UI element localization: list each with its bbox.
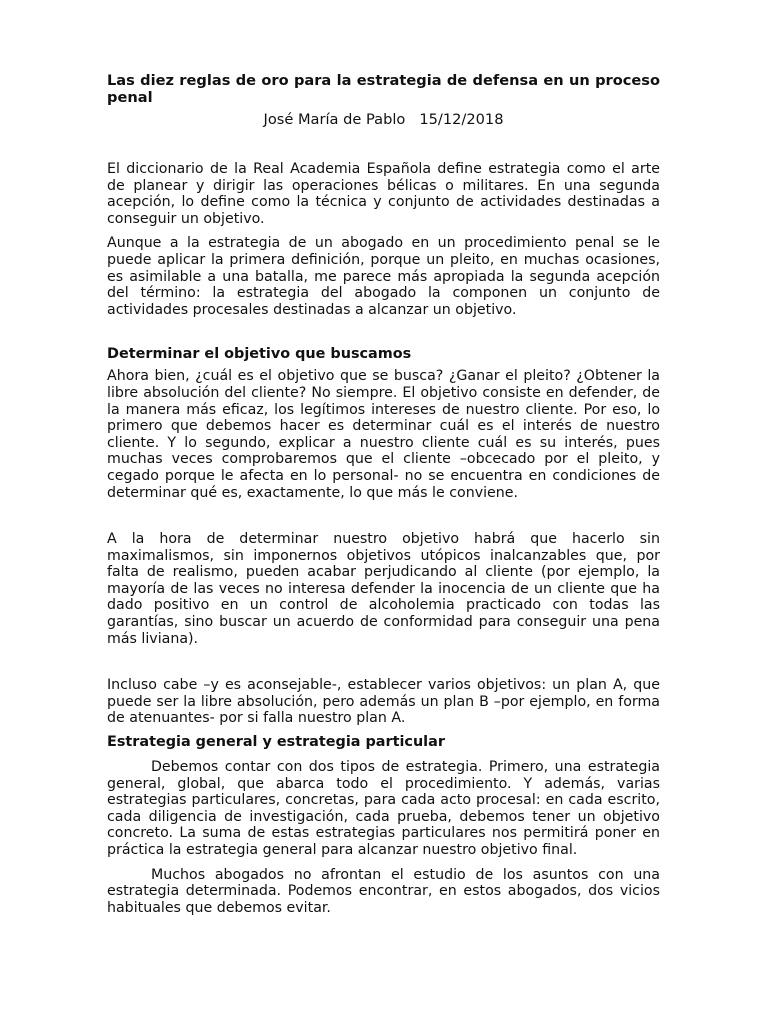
paragraph: A la hora de determinar nuestro objetivo habrá que hacerlo sin maximalismos, sin imponernos objetivos utópicos inalcanzables que, por falta de realismo, pueden acabar perjudicando al cliente (por ejemplo, la mayoría de las veces no interesa defender la inocencia de un cliente que ha dado positivo en un control de alcoholemia practicado con todas las garantías, sino buscar un acuerdo de conformidad para conseguir una pena más liviana). bbox=[107, 531, 660, 647]
section-heading: Determinar el objetivo que buscamos bbox=[107, 346, 412, 363]
document-title: Las diez reglas de oro para la estrategia de defensa en un proceso penal bbox=[107, 72, 660, 106]
author-name: José María de Pablo bbox=[263, 111, 406, 128]
document-page bbox=[107, 72, 660, 916]
paragraph: Debemos contar con dos tipos de estrategia. Primero, una estrategia general, global, que abarca todo el procedimiento. Y además, varias estrategias particulares, concretas, para cada acto procesal: en cada escrito, cada diligencia de investigación, cada prueba, debemos tener un objetivo concreto. La suma de estas estrategias particulares nos permitirá poner en práctica la estrategia general para alcanzar nuestro objetivo final. bbox=[107, 759, 660, 858]
paragraph: Aunque a la estrategia de un abogado en un procedimiento penal se le puede aplicar la primera definición, porque un pleito, en muchas ocasiones, es asimilable a una batalla, me parece más apropiada la segunda acepción del término: la estrategia del abogado la componen un conjunto de actividades procesales destinadas a alcanzar un objetivo. bbox=[107, 235, 660, 318]
section-heading: Estrategia general y estrategia particular bbox=[107, 734, 445, 751]
publication-date: 15/12/2018 bbox=[419, 111, 504, 128]
paragraph: Ahora bien, ¿cuál es el objetivo que se busca? ¿Ganar el pleito? ¿Obtener la libre absolución del cliente? No siempre. El objetivo consiste en defender, de la manera más eficaz, los legítimos intereses de nuestro cliente. Por eso, lo primero que debemos hacer es determinar cuál es el interés de nuestro cliente. Y lo segundo, explicar a nuestro cliente cuál es su interés, pues muchas veces comprobaremos que el cliente –obcecado por el pleito, y cegado porque le afecta en lo personal- no se encuentra en condiciones de determinar qué es, exactamente, lo que más le conviene. bbox=[107, 368, 660, 501]
paragraph: El diccionario de la Real Academia Española define estrategia como el arte de planear y dirigir las operaciones bélicas o militares. En una segunda acepción, lo define como la técnica y conjunto de actividades destinadas a conseguir un objetivo. bbox=[107, 161, 660, 227]
author-line bbox=[107, 111, 660, 128]
paragraph: Incluso cabe –y es aconsejable-, establecer varios objetivos: un plan A, que puede ser la libre absolución, pero además un plan B –por ejemplo, en forma de atenuantes- por si falla nuestro plan A. bbox=[107, 677, 660, 727]
paragraph: Muchos abogados no afrontan el estudio de los asuntos con una estrategia determinada. Podemos encontrar, en estos abogados, dos vicios habituales que debemos evitar. bbox=[107, 866, 660, 916]
